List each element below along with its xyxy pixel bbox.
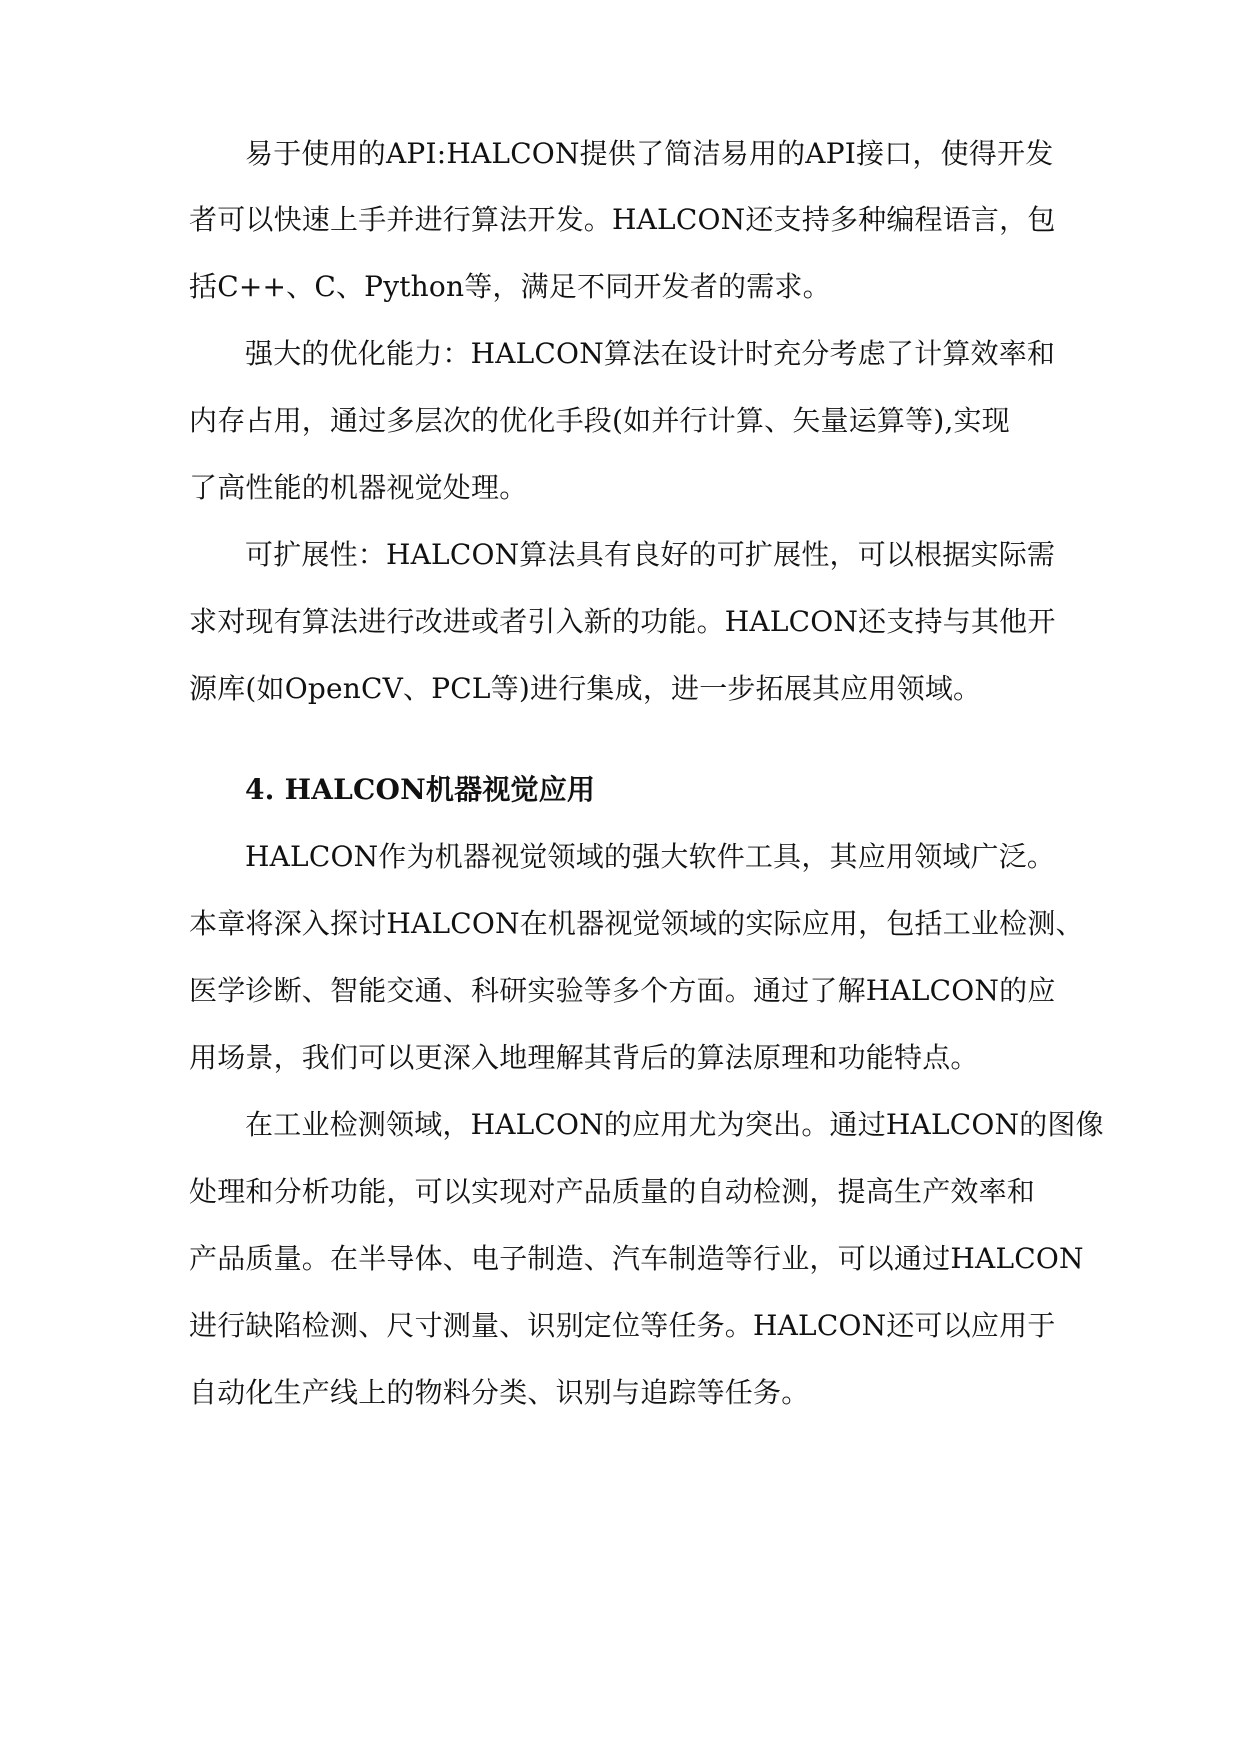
paragraph-api-line-1: 易于使用的API:HALCON提供了简洁易用的API接口，使得开发 bbox=[245, 137, 1054, 170]
paragraph-intro-line-1: HALCON作为机器视觉领域的强大软件工具，其应用领域广泛。 bbox=[245, 840, 1056, 873]
paragraph-api-line-2: 者可以快速上手并进行算法开发。HALCON还支持多种编程语言，包 bbox=[189, 203, 1056, 236]
paragraph-industrial-line-1: 在工业检测领域，HALCON的应用尤为突出。通过HALCON的图像 bbox=[245, 1108, 1104, 1141]
section-heading: 4. HALCON机器视觉应用 bbox=[245, 773, 596, 806]
paragraph-intro-line-3: 医学诊断、智能交通、科研实验等多个方面。通过了解HALCON的应 bbox=[189, 974, 1056, 1007]
paragraph-extensibility-line-3: 源库(如OpenCV、PCL等)进行集成，进一步拓展其应用领域。 bbox=[189, 672, 982, 705]
paragraph-intro-line-2: 本章将深入探讨HALCON在机器视觉领域的实际应用，包括工业检测、 bbox=[189, 907, 1084, 940]
paragraph-industrial-line-5: 自动化生产线上的物料分类、识别与追踪等任务。 bbox=[189, 1376, 810, 1409]
paragraph-api-line-3: 括C++、C、Python等，满足不同开发者的需求。 bbox=[189, 270, 831, 303]
paragraph-industrial-line-4: 进行缺陷检测、尺寸测量、识别定位等任务。HALCON还可以应用于 bbox=[189, 1309, 1056, 1342]
paragraph-extensibility-line-2: 求对现有算法进行改进或者引入新的功能。HALCON还支持与其他开 bbox=[189, 605, 1056, 638]
paragraph-extensibility-line-1: 可扩展性：HALCON算法具有良好的可扩展性，可以根据实际需 bbox=[245, 538, 1056, 571]
paragraph-optimization-line-1: 强大的优化能力：HALCON算法在设计时充分考虑了计算效率和 bbox=[245, 337, 1056, 370]
paragraph-intro-line-4: 用场景，我们可以更深入地理解其背后的算法原理和功能特点。 bbox=[189, 1041, 979, 1074]
paragraph-industrial-line-2: 处理和分析功能，可以实现对产品质量的自动检测，提高生产效率和 bbox=[189, 1175, 1036, 1208]
paragraph-industrial-line-3: 产品质量。在半导体、电子制造、汽车制造等行业，可以通过HALCON bbox=[189, 1242, 1084, 1275]
paragraph-optimization-line-2: 内存占用，通过多层次的优化手段(如并行计算、矢量运算等),实现 bbox=[189, 404, 1010, 437]
paragraph-optimization-line-3: 了高性能的机器视觉处理。 bbox=[189, 471, 528, 504]
